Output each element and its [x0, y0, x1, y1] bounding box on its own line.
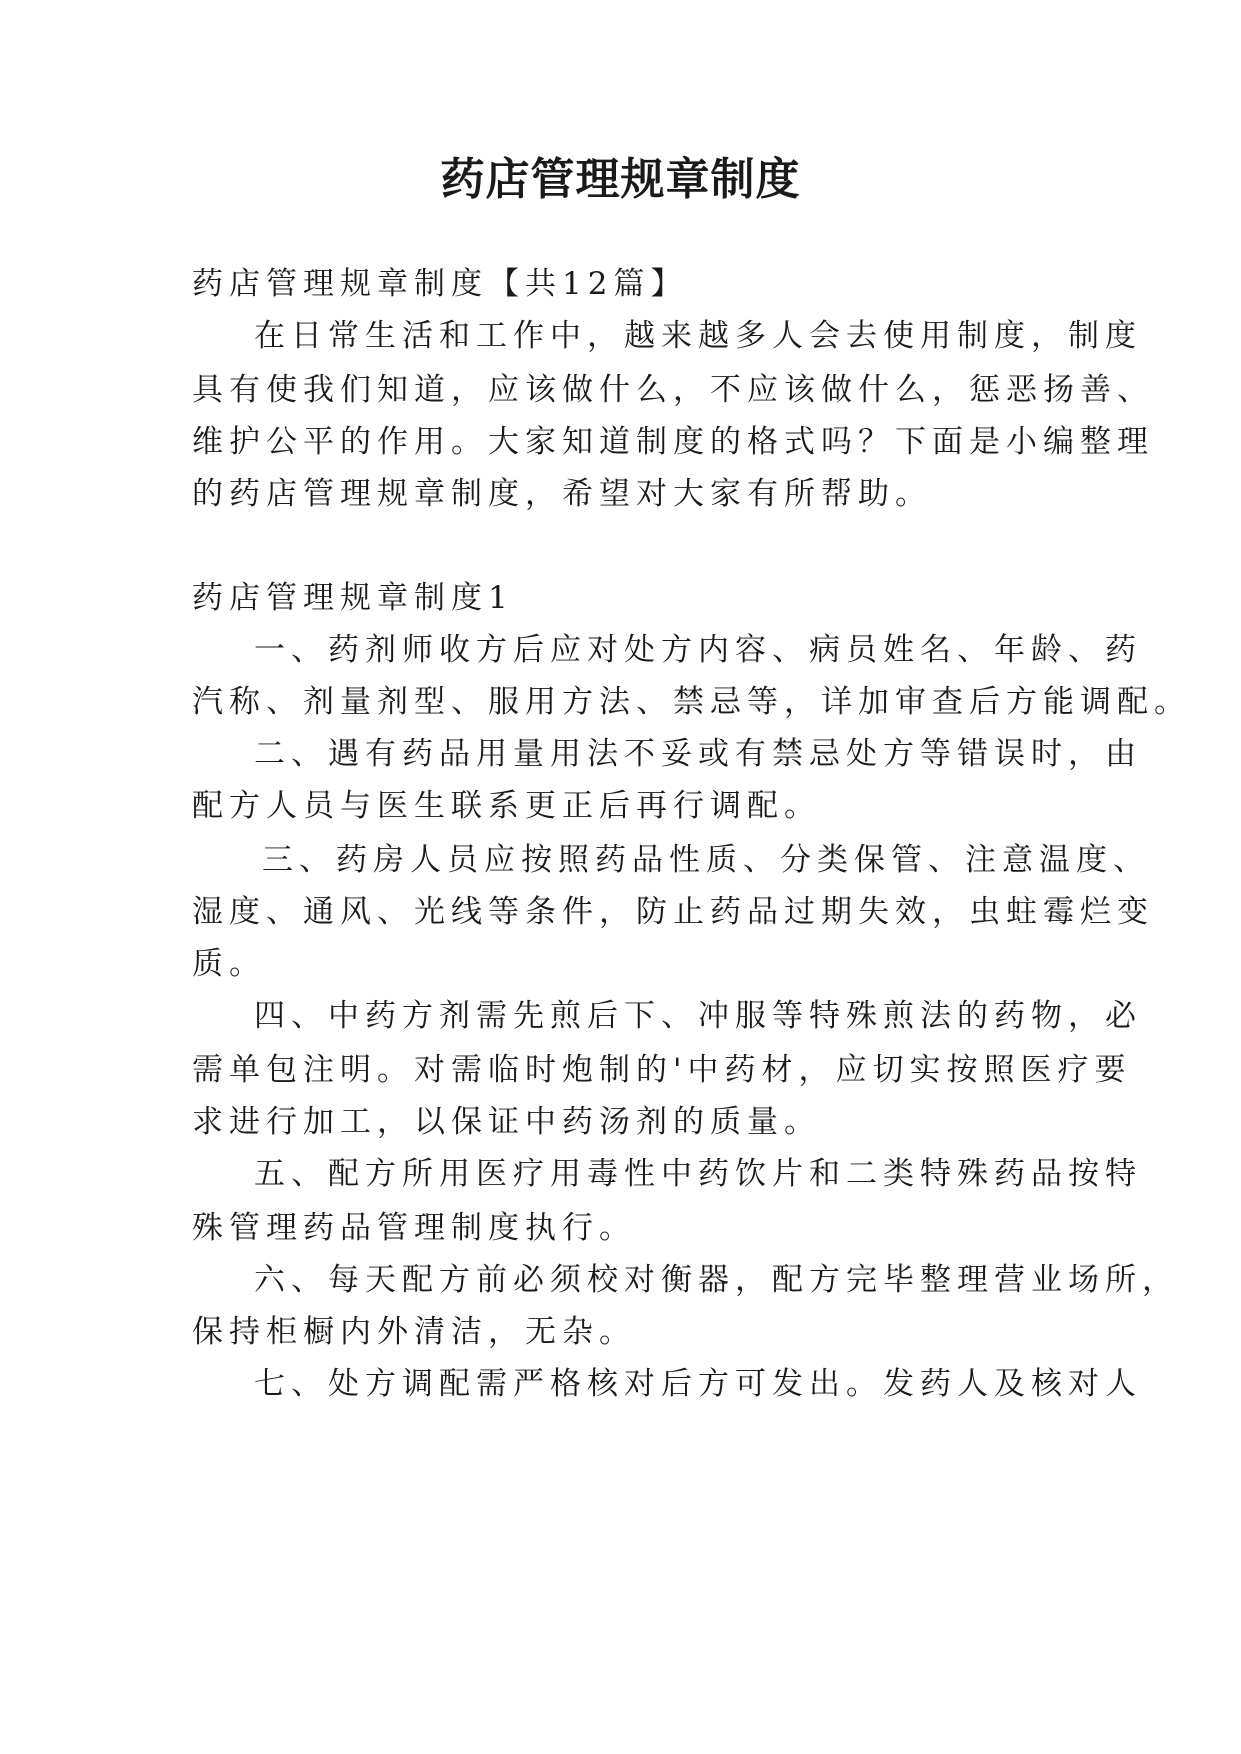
rule-line: 质。 — [192, 946, 266, 982]
rule-line: 七、处方调配需严格核对后方可发出。发药人及核对人 — [254, 1366, 1142, 1402]
rule-line: 一、药剂师收方后应对处方内容、病员姓名、年龄、药 — [254, 632, 1142, 668]
rule-line: 需单包注明。对需临时炮制的'中药材，应切实按照医疗要 — [192, 1052, 1132, 1088]
rule-line: 五、配方所用医疗用毒性中药饮片和二类特殊药品按特 — [254, 1156, 1142, 1192]
rule-line: 配方人员与医生联系更正后再行调配。 — [192, 788, 821, 824]
rule-line: 四、中药方剂需先煎后下、冲服等特殊煎法的药物，必 — [254, 998, 1142, 1034]
rule-line: 殊管理药品管理制度执行。 — [192, 1210, 636, 1246]
intro-line: 维护公平的作用。大家知道制度的格式吗？下面是小编整理 — [192, 424, 1154, 460]
section-heading: 药店管理规章制度1 — [192, 580, 514, 616]
intro-line: 的药店管理规章制度，希望对大家有所帮助。 — [192, 476, 932, 512]
document-subtitle: 药店管理规章制度【共12篇】 — [192, 266, 688, 302]
rule-line: 二、遇有药品用量用法不妥或有禁忌处方等错误时，由 — [254, 736, 1142, 772]
intro-line: 具有使我们知道，应该做什么，不应该做什么，惩恶扬善、 — [192, 372, 1154, 408]
rule-line: 汽称、剂量剂型、服用方法、禁忌等，详加审查后方能调配。 — [192, 684, 1191, 720]
rule-line: 保持柜橱内外清洁，无杂。 — [192, 1314, 636, 1350]
rule-line: 三、药房人员应按照药品性质、分类保管、注意温度、 — [262, 842, 1150, 878]
intro-line: 在日常生活和工作中，越来越多人会去使用制度，制度 — [254, 318, 1142, 354]
rule-line: 湿度、通风、光线等条件，防止药品过期失效，虫蛀霉烂变 — [192, 894, 1154, 930]
rule-line: 求进行加工，以保证中药汤剂的质量。 — [192, 1104, 821, 1140]
rule-line: 六、每天配方前必须校对衡器，配方完毕整理营业场所， — [254, 1262, 1179, 1298]
document-title: 药店管理规章制度 — [440, 154, 801, 205]
